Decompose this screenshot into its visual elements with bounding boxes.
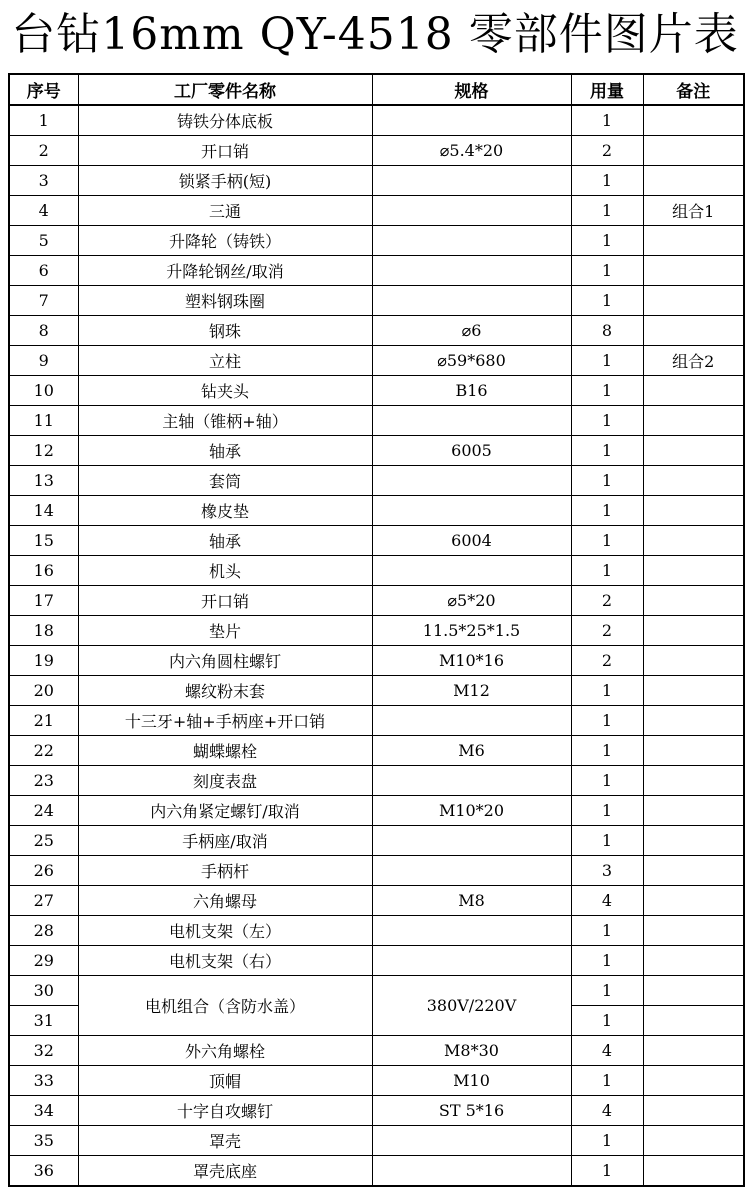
header-no: 序号 [9,74,78,105]
cell-note [643,436,744,466]
cell-name: 垫片 [78,616,372,646]
cell-note [643,286,744,316]
cell-no: 12 [9,436,78,466]
cell-note [643,226,744,256]
cell-note: 组合1 [643,196,744,226]
table-row [9,256,744,286]
cell-no: 23 [9,766,78,796]
cell-no: 14 [9,496,78,526]
cell-qty: 1 [571,166,643,196]
cell-qty: 1 [571,976,643,1006]
cell-spec: ⌀59*680 [372,346,571,376]
cell-note [643,136,744,166]
cell-name: 十字自攻螺钉 [78,1096,372,1126]
cell-no: 6 [9,256,78,286]
cell-qty: 1 [571,286,643,316]
cell-no: 10 [9,376,78,406]
cell-no: 17 [9,586,78,616]
cell-note [643,166,744,196]
cell-note [643,706,744,736]
cell-no: 18 [9,616,78,646]
cell-spec [372,946,571,976]
table-row [9,796,744,826]
cell-qty: 1 [571,766,643,796]
cell-note [643,406,744,436]
cell-spec: M6 [372,736,571,766]
cell-note [643,736,744,766]
table-row [9,196,744,226]
cell-name: 手柄杆 [78,856,372,886]
table-row [9,886,744,916]
table-row [9,586,744,616]
table-row [9,466,744,496]
cell-qty: 2 [571,136,643,166]
table-row [9,616,744,646]
cell-qty: 4 [571,1036,643,1066]
cell-no: 30 [9,976,78,1006]
cell-qty: 1 [571,376,643,406]
cell-name: 六角螺母 [78,886,372,916]
cell-note [643,646,744,676]
cell-note [643,916,744,946]
cell-spec [372,105,571,136]
cell-no: 11 [9,406,78,436]
cell-note [643,1036,744,1066]
cell-name: 铸铁分体底板 [78,105,372,136]
table-row [9,226,744,256]
cell-qty: 4 [571,1096,643,1126]
cell-qty: 1 [571,226,643,256]
cell-spec [372,856,571,886]
cell-qty: 2 [571,616,643,646]
cell-note [643,376,744,406]
cell-note [643,946,744,976]
cell-name: 十三牙+轴+手柄座+开口销 [78,706,372,736]
cell-spec: 6004 [372,526,571,556]
cell-name: 套筒 [78,466,372,496]
table-row [9,1126,744,1156]
cell-spec: M8 [372,886,571,916]
cell-qty: 1 [571,826,643,856]
cell-spec [372,466,571,496]
cell-spec [372,166,571,196]
cell-no: 33 [9,1066,78,1096]
table-row [9,916,744,946]
cell-spec [372,496,571,526]
cell-no: 1 [9,105,78,136]
cell-spec: M12 [372,676,571,706]
cell-qty: 1 [571,916,643,946]
page-title: 台钻16mm QY-4518 零部件图片表 [11,9,739,60]
table-row [9,406,744,436]
cell-no: 3 [9,166,78,196]
cell-spec [372,916,571,946]
cell-spec [372,256,571,286]
cell-spec: 6005 [372,436,571,466]
cell-name: 升降轮（铸铁） [78,226,372,256]
table-row [9,166,744,196]
cell-qty: 1 [571,1006,643,1036]
cell-name: 三通 [78,196,372,226]
cell-qty: 1 [571,526,643,556]
cell-spec [372,826,571,856]
cell-spec: M10 [372,1066,571,1096]
cell-no: 36 [9,1156,78,1187]
cell-spec [372,706,571,736]
table-row [9,856,744,886]
table-row [9,526,744,556]
cell-name: 刻度表盘 [78,766,372,796]
cell-name: 电机支架（左） [78,916,372,946]
cell-name: 电机支架（右） [78,946,372,976]
table-row [9,1036,744,1066]
cell-note [643,556,744,586]
cell-name: 外六角螺栓 [78,1036,372,1066]
cell-name: 内六角紧定螺钉/取消 [78,796,372,826]
table-row [9,1096,744,1126]
table-row [9,346,744,376]
cell-no: 34 [9,1096,78,1126]
cell-no: 7 [9,286,78,316]
cell-note [643,676,744,706]
cell-no: 27 [9,886,78,916]
cell-qty: 1 [571,706,643,736]
cell-no: 16 [9,556,78,586]
cell-name: 主轴（锥柄+轴） [78,406,372,436]
header-spec: 规格 [372,74,571,105]
cell-note [643,886,744,916]
cell-no: 22 [9,736,78,766]
cell-qty: 1 [571,105,643,136]
cell-spec: M10*16 [372,646,571,676]
header-name: 工厂零件名称 [78,74,372,105]
parts-table-body [9,105,744,1186]
cell-no: 32 [9,1036,78,1066]
table-row [9,286,744,316]
table-row [9,976,744,1006]
cell-name: 升降轮钢丝/取消 [78,256,372,286]
cell-spec [372,226,571,256]
cell-note [643,826,744,856]
cell-qty: 1 [571,946,643,976]
cell-name: 罩壳 [78,1126,372,1156]
cell-qty: 1 [571,436,643,466]
cell-note [643,616,744,646]
cell-name: 顶帽 [78,1066,372,1096]
cell-no: 21 [9,706,78,736]
cell-name: 钢珠 [78,316,372,346]
table-row [9,1156,744,1187]
cell-spec: ⌀5*20 [372,586,571,616]
cell-name: 开口销 [78,136,372,166]
cell-spec: M8*30 [372,1036,571,1066]
table-row [9,766,744,796]
cell-note [643,1126,744,1156]
cell-name: 蝴蝶螺栓 [78,736,372,766]
cell-note: 组合2 [643,346,744,376]
cell-qty: 1 [571,556,643,586]
cell-qty: 8 [571,316,643,346]
cell-qty: 1 [571,796,643,826]
cell-spec: ⌀5.4*20 [372,136,571,166]
cell-name: 锁紧手柄(短) [78,166,372,196]
table-row [9,706,744,736]
table-row [9,1066,744,1096]
cell-name: 轴承 [78,526,372,556]
cell-name: 塑料钢珠圈 [78,286,372,316]
cell-note [643,856,744,886]
cell-no: 31 [9,1006,78,1036]
cell-name: 橡皮垫 [78,496,372,526]
cell-spec: ⌀6 [372,316,571,346]
cell-spec [372,1156,571,1187]
cell-no: 9 [9,346,78,376]
table-row [9,376,744,406]
cell-no: 28 [9,916,78,946]
cell-no: 26 [9,856,78,886]
cell-qty: 2 [571,646,643,676]
cell-name: 电机组合（含防水盖） [78,976,372,1036]
table-row [9,736,744,766]
cell-no: 4 [9,196,78,226]
cell-name: 手柄座/取消 [78,826,372,856]
cell-spec [372,406,571,436]
table-row [9,946,744,976]
cell-no: 24 [9,796,78,826]
table-row [9,316,744,346]
cell-qty: 4 [571,886,643,916]
cell-qty: 2 [571,586,643,616]
table-row [9,646,744,676]
cell-name: 开口销 [78,586,372,616]
table-row [9,105,744,136]
cell-qty: 1 [571,736,643,766]
cell-spec [372,1126,571,1156]
cell-qty: 1 [571,1156,643,1187]
cell-note [643,976,744,1006]
cell-qty: 1 [571,1066,643,1096]
table-row [9,496,744,526]
cell-name: 立柱 [78,346,372,376]
cell-qty: 1 [571,1126,643,1156]
cell-name: 内六角圆柱螺钉 [78,646,372,676]
cell-note [643,796,744,826]
cell-no: 8 [9,316,78,346]
cell-spec [372,286,571,316]
header-qty: 用量 [571,74,643,105]
cell-no: 15 [9,526,78,556]
cell-qty: 1 [571,406,643,436]
cell-note [643,586,744,616]
cell-name: 轴承 [78,436,372,466]
cell-no: 5 [9,226,78,256]
cell-spec [372,196,571,226]
cell-no: 2 [9,136,78,166]
cell-spec: 11.5*25*1.5 [372,616,571,646]
cell-note [643,466,744,496]
cell-note [643,496,744,526]
cell-name: 钻夹头 [78,376,372,406]
header-note: 备注 [643,74,744,105]
cell-note [643,105,744,136]
cell-qty: 1 [571,466,643,496]
cell-spec [372,556,571,586]
cell-spec: 380V/220V [372,976,571,1036]
cell-note [643,1156,744,1187]
cell-qty: 1 [571,676,643,706]
cell-note [643,1066,744,1096]
table-row [9,826,744,856]
cell-no: 35 [9,1126,78,1156]
cell-no: 13 [9,466,78,496]
cell-no: 29 [9,946,78,976]
table-row [9,676,744,706]
cell-name: 机头 [78,556,372,586]
table-row [9,436,744,466]
cell-name: 罩壳底座 [78,1156,372,1187]
cell-note [643,1096,744,1126]
table-row [9,136,744,166]
cell-name: 螺纹粉末套 [78,676,372,706]
parts-table [8,73,745,1187]
cell-qty: 1 [571,256,643,286]
cell-spec: B16 [372,376,571,406]
cell-no: 19 [9,646,78,676]
cell-note [643,316,744,346]
cell-qty: 1 [571,346,643,376]
table-header-row [9,74,744,105]
cell-note [643,256,744,286]
cell-qty: 3 [571,856,643,886]
cell-note [643,766,744,796]
table-row [9,556,744,586]
cell-spec: ST 5*16 [372,1096,571,1126]
cell-qty: 1 [571,196,643,226]
cell-qty: 1 [571,496,643,526]
cell-spec: M10*20 [372,796,571,826]
cell-spec [372,766,571,796]
cell-no: 25 [9,826,78,856]
cell-note [643,526,744,556]
cell-no: 20 [9,676,78,706]
cell-note [643,1006,744,1036]
